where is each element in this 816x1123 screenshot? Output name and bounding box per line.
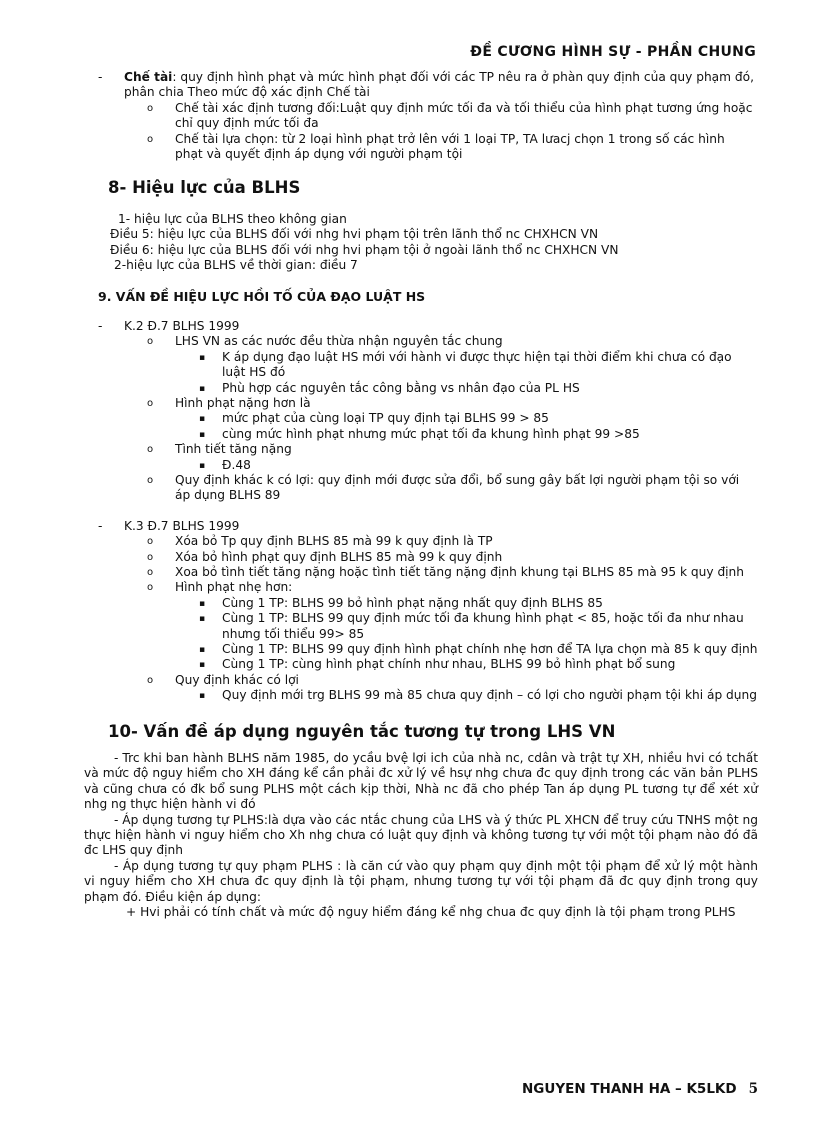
page-footer <box>522 1081 758 1097</box>
square-bullet: ▪ <box>199 691 206 702</box>
list-item <box>0 473 816 504</box>
list-item-text: cùng mức hình phạt nhưng mức phạt tối đa khung hình phạt 99 >85 <box>222 426 640 441</box>
list-item-text: Đ.48 <box>222 457 251 472</box>
list-item <box>0 396 816 411</box>
circle-bullet: o <box>147 444 154 456</box>
list-item-text: K.3 Đ.7 BLHS 1999 <box>124 518 240 533</box>
paragraph: + Hvi phải có tính chất và mức độ nguy hiểm đáng kể nhg chua đc quy định là tội phạm trong PLHS <box>126 905 736 920</box>
document-body <box>0 70 816 921</box>
circle-bullet: o <box>147 582 154 594</box>
list-item-text: Quy định khác có lợi <box>175 672 299 687</box>
list-item <box>0 534 816 549</box>
list-item-text: Xóa bỏ Tp quy định BLHS 85 mà 99 k quy định là TP <box>175 534 493 549</box>
list-item <box>0 70 816 101</box>
section-8-heading: 8- Hiệu lực của BLHS <box>108 178 301 198</box>
list-item <box>0 132 816 163</box>
circle-bullet: o <box>147 102 154 114</box>
list-item <box>0 350 816 381</box>
list-item <box>0 642 816 657</box>
list-item <box>0 657 816 672</box>
list-item <box>0 673 816 688</box>
text-line: Điều 6: hiệu lực của BLHS đối với nhg hvi phạm tội ở ngoài lãnh thổ nc CHXHCN VN <box>110 242 619 257</box>
list-item <box>0 101 816 132</box>
list-item <box>0 442 816 457</box>
section-9-heading: 9. VẤN ĐỀ HIỆU LỰC HỒI TỐ CỦA ĐẠO LUẬT HS <box>98 289 426 305</box>
list-item <box>0 519 816 534</box>
list-item <box>0 611 816 642</box>
dash-bullet: - <box>98 518 103 533</box>
list-item <box>0 381 816 396</box>
list-item <box>0 688 816 703</box>
circle-bullet: o <box>147 566 154 578</box>
page-number: 5 <box>748 1081 758 1097</box>
footer-author: NGUYEN THANH HA – K5LKD <box>521 1081 737 1097</box>
circle-bullet: o <box>147 133 154 145</box>
term-definition: : quy định hình phạt và mức hình phạt đối với các TP nêu ra ở phàn quy định của quy phạm đó, phân chia Theo mức độ xác định Chế tài <box>124 70 754 100</box>
list-item <box>0 458 816 473</box>
list-item <box>0 411 816 426</box>
square-bullet: ▪ <box>199 645 206 655</box>
circle-bullet: o <box>147 551 154 563</box>
list-item-text: mức phạt của cùng loại TP quy định tại BLHS 99 > 85 <box>222 411 549 426</box>
square-bullet: ▪ <box>199 429 206 440</box>
square-bullet: ▪ <box>199 414 206 425</box>
circle-bullet: o <box>147 536 154 548</box>
list-item <box>0 334 816 349</box>
circle-bullet: o <box>147 674 154 686</box>
square-bullet: ▪ <box>199 383 206 394</box>
circle-bullet: o <box>147 474 154 486</box>
list-item <box>0 596 816 611</box>
list-item-text: Quy định khác k có lợi: quy định mới được sửa đổi, bổ sung gây bất lợi người phạm tội so với áp dụng BLHS 89 <box>175 472 740 503</box>
list-item <box>0 319 816 334</box>
list-item-text: Cùng 1 TP: BLHS 99 quy định mức tối đa khung hình phạt < 85, hoặc tối đa như nhau nhưng tối thiểu 99> 85 <box>222 611 744 641</box>
text-line: 1- hiệu lực của BLHS theo không gian <box>118 211 347 226</box>
list-item-text: Chế tài xác định tương đối:Luật quy định mức tối đa và tối thiểu của hình phạt tương ứng hoặc chỉ quy định mức tối đa <box>175 100 753 131</box>
list-item-text: LHS VN as các nước đều thừa nhận nguyên tắc chung <box>175 334 503 349</box>
list-item-text: Phù hợp các nguyên tắc công bằng vs nhân đạo của PL HS <box>222 380 580 395</box>
list-item-text: Hình phạt nhẹ hơn: <box>175 580 293 595</box>
list-item-text: K.2 Đ.7 BLHS 1999 <box>124 318 240 333</box>
list-item-text: Cùng 1 TP: cùng hình phạt chính như nhau, BLHS 99 bỏ hình phạt bổ sung <box>222 657 676 672</box>
list-item <box>0 427 816 442</box>
paragraph: - Áp dụng tương tự PLHS:là dựa vào các ntắc chung của LHS và ý thức PL XHCN để truy cứu TNHS một ng thực hiện hành vi nguy hiểm cho Xh nhg chưa có luật quy định và không tương tự với một tội phạm nào đó đã đc LHS quy định <box>84 812 758 858</box>
square-bullet: ▪ <box>199 352 206 363</box>
paragraph: - Áp dụng tương tự quy phạm PLHS : là căn cứ vào quy phạm quy định một tội phạm để xử lý một hành vi nguy hiểm cho XH chưa đc quy định là tội phạm, nhưng tương tự với tội phạm đã đc quy định trong quy phạm đó. Điều kiện áp dụng: <box>84 858 758 904</box>
page-header-title: ĐỀ CƯƠNG HÌNH SỰ - PHẦN CHUNG <box>470 44 756 60</box>
term-label: Chế tài <box>124 70 173 84</box>
circle-bullet: o <box>147 397 154 409</box>
square-bullet: ▪ <box>199 460 206 471</box>
paragraph: - Trc khi ban hành BLHS năm 1985, do ycầu bvệ lợi ich của nhà nc, cdân và trật tự XH, nhiều hvi có tchất và mức độ nguy hiểm cho XH đáng kể cần phải đc xử lý về hsự nhg chưa đc quy định trong các văn bản PLHS và cũng chưa có đk bổ sung PLHS một cách kịp thời, Nhà nc đã cho phép Tan áp dụng PL tương tự để xét xử nhg ng thực hiện hành vi đó <box>84 751 758 812</box>
section-10-heading: 10- Vấn đề áp dụng nguyên tắc tương tự trong LHS VN <box>108 721 616 741</box>
list-item-text: Xoa bỏ tình tiết tăng nặng hoặc tình tiết tăng nặng định khung tại BLHS 85 mà 95 k quy định <box>175 564 745 579</box>
circle-bullet: o <box>147 336 154 348</box>
dash-bullet: - <box>98 318 103 333</box>
list-item-text: Cùng 1 TP: BLHS 99 bỏ hình phạt nặng nhất quy định BLHS 85 <box>222 595 603 610</box>
list-item-text: Chế tài lựa chọn: từ 2 loại hình phạt trở lên với 1 loại TP, TA lưacj chọn 1 trong số các hình phạt và quyết định áp dụng với người phạm tội <box>175 131 725 162</box>
list-item-text: Hình phạt nặng hơn là <box>175 395 311 410</box>
list-item <box>0 565 816 580</box>
list-item-text: Xóa bỏ hình phạt quy định BLHS 85 mà 99 k quy định <box>175 549 503 564</box>
text-line: 2-hiệu lực của BLHS về thời gian: điều 7 <box>114 258 358 273</box>
square-bullet: ▪ <box>199 660 206 671</box>
list-item-text: Quy định mới trg BLHS 99 mà 85 chưa quy định – có lợi cho người phạm tội khi áp dụng <box>222 688 757 703</box>
list-item-text: Cùng 1 TP: BLHS 99 quy định hình phạt chính nhẹ hơn để TA lựa chọn mà 85 k quy định <box>222 642 758 656</box>
list-item-text: Tình tiết tăng nặng <box>175 442 292 457</box>
list-item <box>0 550 816 565</box>
text-line: Điều 5: hiệu lực của BLHS đối với nhg hvi phạm tội trên lãnh thổ nc CHXHCN VN <box>110 227 599 242</box>
list-item-text: K áp dụng đạo luật HS mới với hành vi được thực hiện tại thời điểm khi chưa có đạo luật HS đó <box>222 349 732 380</box>
square-bullet: ▪ <box>199 598 206 609</box>
square-bullet: ▪ <box>199 614 206 625</box>
dash-bullet: - <box>98 70 103 84</box>
list-item <box>0 580 816 595</box>
